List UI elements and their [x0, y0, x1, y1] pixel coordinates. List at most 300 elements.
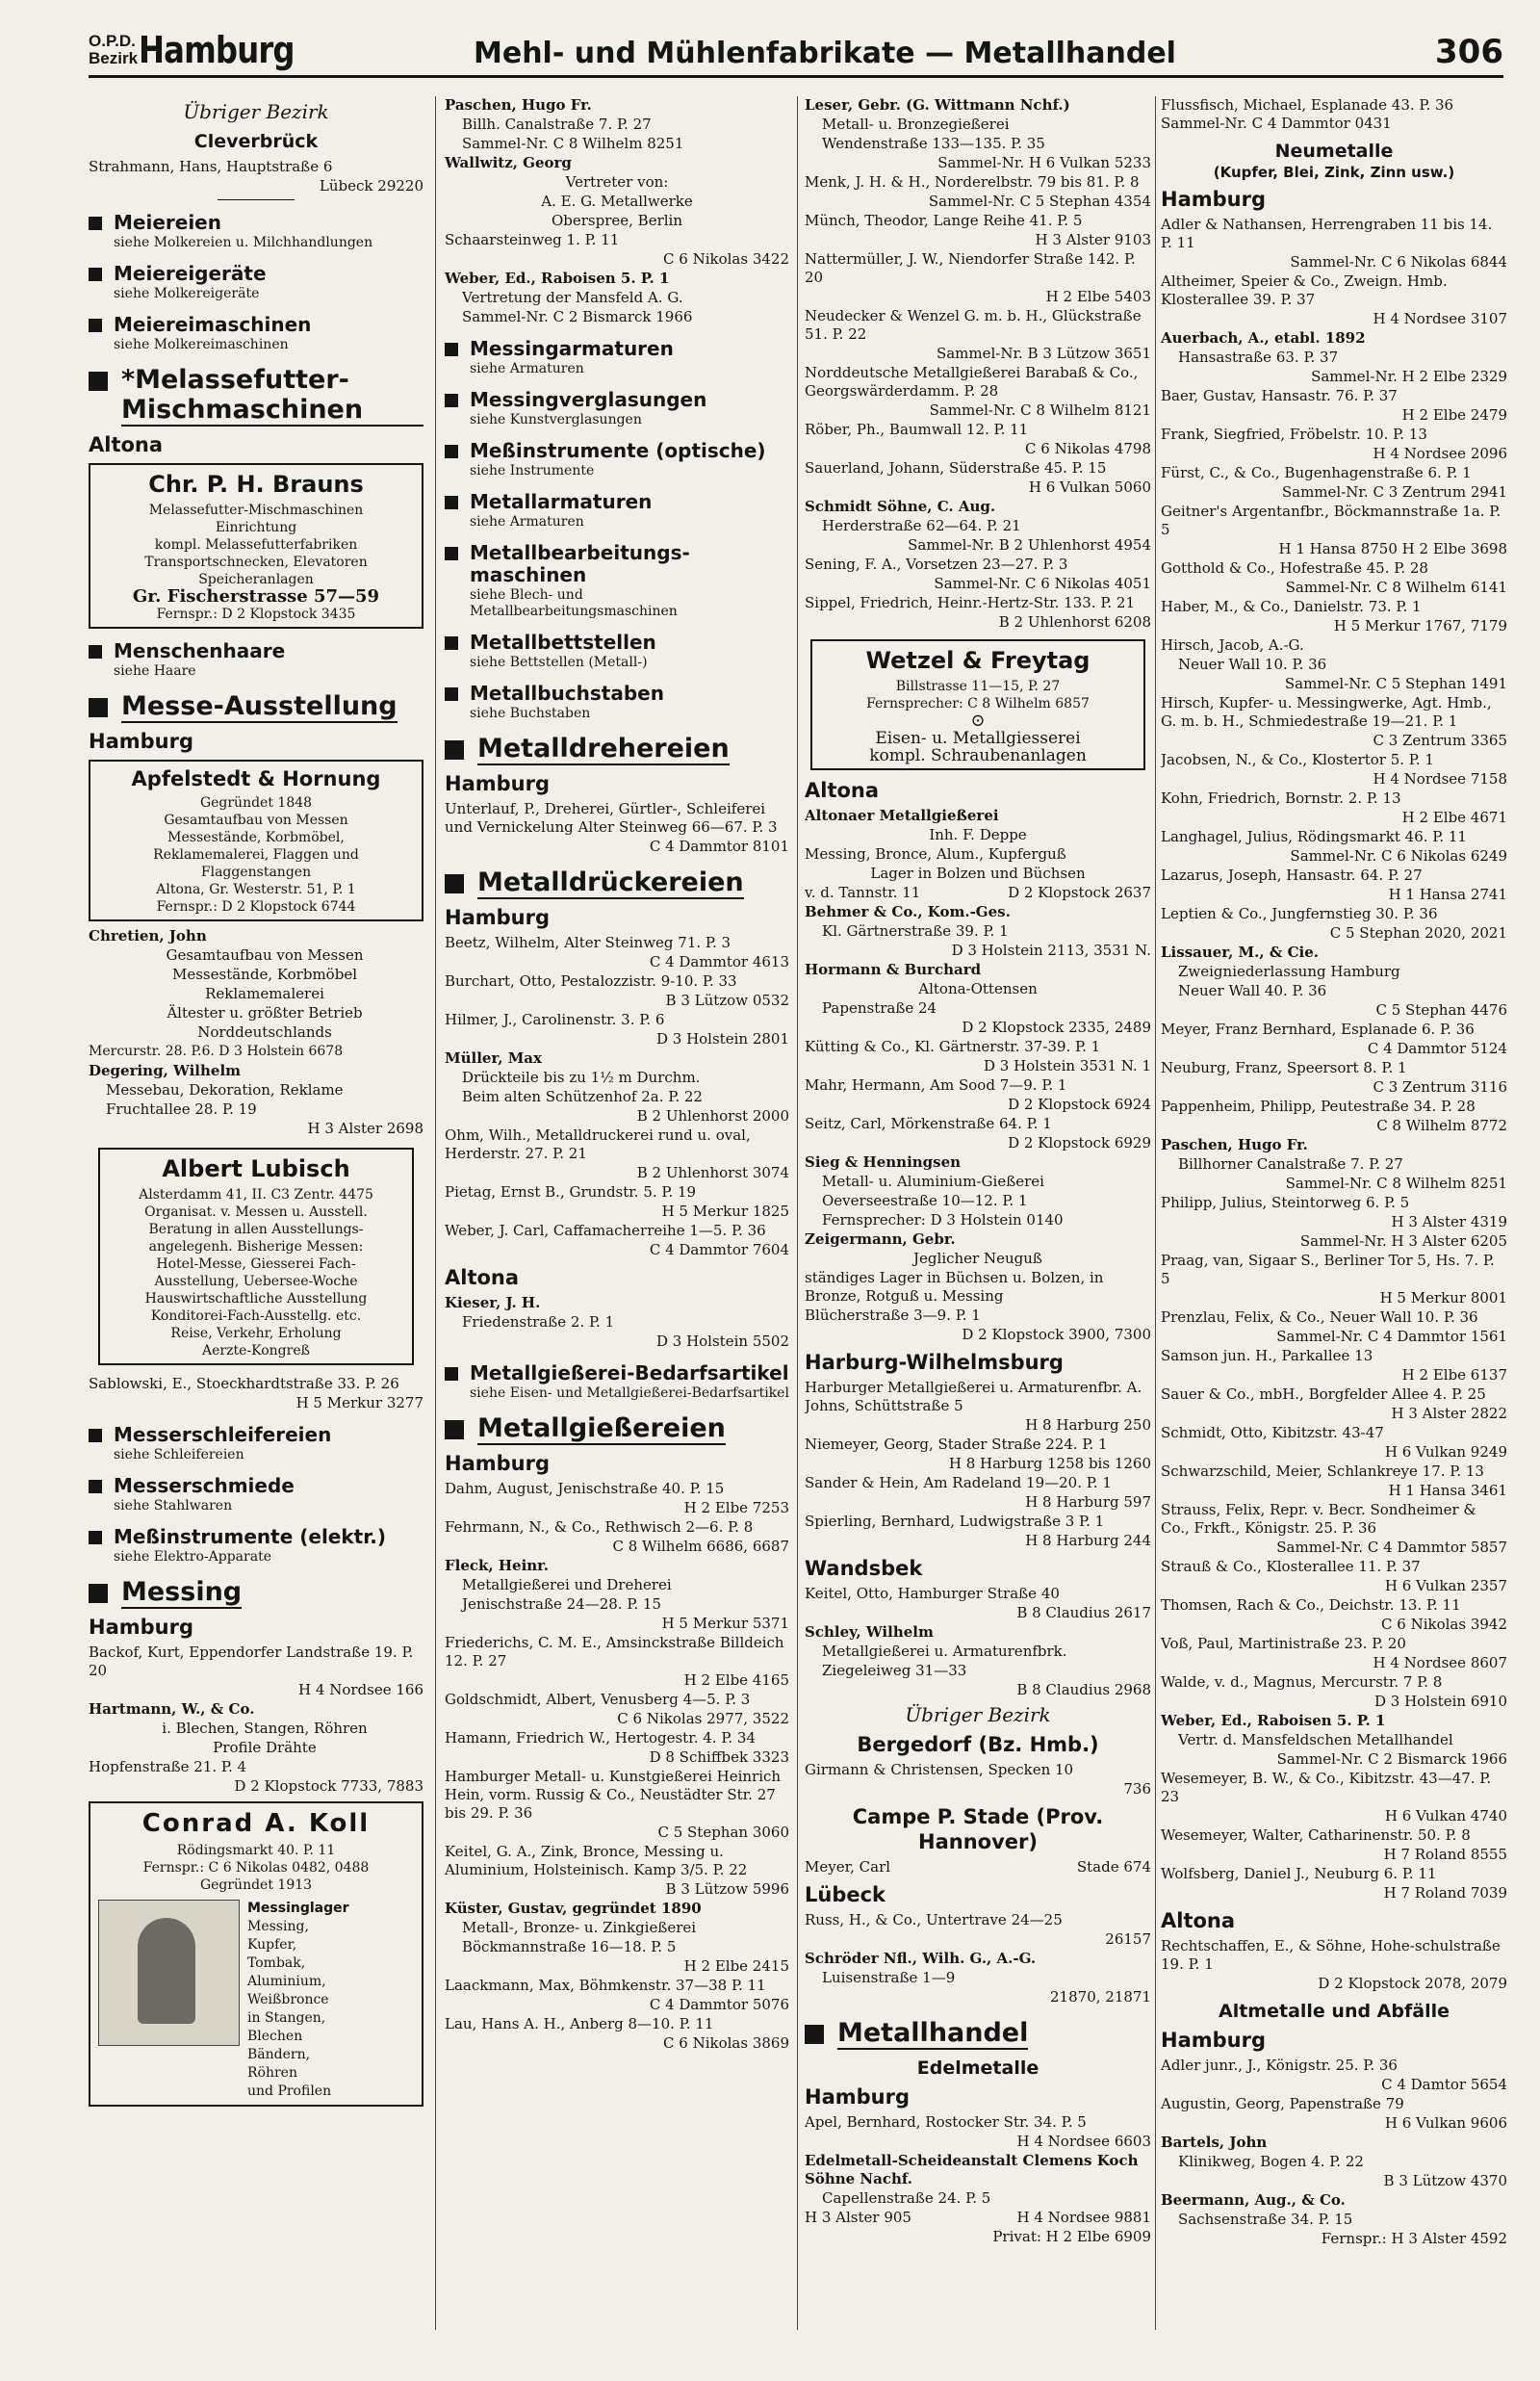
entry-line: Metallgießerei und Dreherei	[462, 1576, 672, 1593]
entry-line: Beim alten Schützenhof 2a. P. 22	[462, 1088, 703, 1105]
entry-line: Metall- u. Bronzegießerei	[822, 116, 1010, 133]
see-reference: siehe Bettstellen (Metall-)	[470, 655, 648, 670]
entry-line: i. Blechen, Stangen, Röhren	[162, 1720, 368, 1737]
entry-line: Gesamtaufbau von Messen	[166, 946, 364, 964]
category-heading: Messerschleifereien	[89, 1424, 424, 1446]
phone-number: 26157	[1105, 1930, 1151, 1948]
ad-title: Wetzel & Freytag	[865, 647, 1091, 674]
entry-line: Metall-, Bronze- u. Zinkgießerei	[462, 1919, 697, 1936]
phone-number: H 6 Vulkan 9249	[1384, 1443, 1507, 1461]
phone-number: Sammel-Nr. B 2 Uhlenhorst 4954	[908, 536, 1151, 554]
ad-line: angelegenh. Bisherige Messen:	[148, 1239, 364, 1255]
phone-number: H 4 Nordsee 166	[298, 1681, 424, 1698]
directory-entry: Weber, J. Carl, Caffamacherreihe 1—5. P. 36	[445, 1222, 766, 1239]
entry-line: Altona-Ottensen	[918, 980, 1038, 997]
entry-line: H 3 Alster 905 H 4 Nordsee 9881	[805, 2209, 1151, 2226]
phone-number: Sammel-Nr. C 6 Nikolas 6249	[1290, 847, 1507, 865]
page-header	[89, 29, 1503, 78]
directory-entry: Geitner's Argentanfbr., Böckmannstraße 1a. P. 5	[1161, 503, 1502, 538]
subcategory-heading: Altmetalle und Abfälle	[1219, 2001, 1450, 2022]
ad-line: Melassefutter-Mischmaschinen	[148, 503, 364, 518]
phone-number: Sammel-Nr. B 3 Lützow 3651	[936, 345, 1151, 362]
entry-line: Sachsenstraße 34. P. 15	[1178, 2211, 1353, 2228]
category-heading: Metallarmaturen	[445, 491, 789, 513]
phone-number: H 2 Elbe 2479	[1401, 406, 1507, 424]
see-reference: siehe Kunstverglasungen	[470, 412, 642, 427]
directory-entry: Hilmer, J., Carolinenstr. 3. P. 6	[445, 1011, 665, 1028]
ad-line: Eisen- u. Metallgiesserei	[875, 729, 1081, 748]
phone-number: C 6 Nikolas 2977, 3522	[617, 1710, 789, 1727]
phone-number: Sammel-Nr. C 6 Nikolas 6844	[1290, 253, 1507, 271]
directory-entry: Frank, Siegfried, Fröbelstr. 10. P. 13	[1161, 426, 1427, 443]
entry-line: A. E. G. Metallwerke	[541, 193, 693, 210]
category-heading: Messing	[89, 1577, 424, 1609]
directory-entry: Paschen, Hugo Fr.	[445, 96, 592, 114]
ad-line: Hauswirtschaftliche Ausstellung	[144, 1291, 368, 1307]
phone-number: B 8 Claudius 2968	[1016, 1681, 1151, 1698]
entry-line: Fruchtallee 28. P. 19	[106, 1100, 257, 1118]
directory-entry: Neuburg, Franz, Speersort 8. P. 1	[1161, 1059, 1407, 1076]
entry-line: Fernsprecher: D 3 Holstein 0140	[822, 1211, 1064, 1229]
phone-number: Lübeck 29220	[319, 177, 424, 194]
see-reference: siehe Armaturen	[470, 514, 584, 530]
phone-number: C 6 Nikolas 3422	[663, 250, 789, 268]
directory-entry: Friederichs, C. M. E., Amsinckstraße Billdeich 12. P. 27	[445, 1634, 784, 1669]
phone-number: C 6 Nikolas 3869	[663, 2034, 789, 2052]
directory-entry: Strauss, Felix, Repr. v. Becr. Sondheimer & Co., Frkft., Königstr. 25. P. 36	[1161, 1501, 1476, 1537]
directory-entry: Fehrmann, N., & Co., Rethwisch 2—6. P. 8	[445, 1518, 754, 1536]
directory-entry: Apel, Bernhard, Rostocker Str. 34. P. 5	[805, 2113, 1087, 2131]
town-heading: Lübeck	[805, 1883, 886, 1906]
phone-number: H 4 Nordsee 2096	[1373, 445, 1507, 462]
category-heading: Meßinstrumente (optische)	[445, 440, 789, 462]
directory-entry: Mahr, Hermann, Am Sood 7—9. P. 1	[805, 1076, 1067, 1094]
phone-number: H 8 Harburg 1258 bis 1260	[948, 1455, 1151, 1472]
directory-entry: Zeigermann, Gebr.	[805, 1230, 956, 1248]
directory-entry: Weber, Ed., Raboisen 5. P. 1	[445, 270, 670, 287]
phone-number: H 3 Alster 2698	[307, 1120, 424, 1137]
see-reference: siehe Haare	[114, 663, 196, 679]
ad-line: Reklamemalerei, Flaggen und	[153, 847, 359, 863]
directory-entry: Jacobsen, N., & Co., Klostertor 5. P. 1	[1161, 751, 1434, 768]
ad-line: Messinglager	[247, 1901, 349, 1916]
phone-number: B 2 Uhlenhorst 2000	[636, 1107, 789, 1125]
ad-product-list	[247, 1900, 349, 2101]
town-heading: Altona	[445, 1266, 520, 1289]
directory-entry: Burchart, Otto, Pestalozzistr. 9-10. P. 33	[445, 972, 737, 990]
entry-line: Vertreter von:	[565, 173, 669, 191]
ad-title: Albert Lubisch	[162, 1155, 350, 1182]
directory-entry: Nattermüller, J. W., Niendorfer Straße 142. P. 20	[805, 250, 1136, 286]
category-heading: Metallhandel	[805, 2018, 1151, 2050]
directory-entry: Spierling, Bernhard, Ludwigstraße 3 P. 1	[805, 1513, 1105, 1530]
phone-number: H 5 Merkur 1825	[661, 1203, 789, 1220]
category-heading: Meßinstrumente (elektr.)	[89, 1526, 424, 1548]
phone-number: H 1 Hansa 8750 H 2 Elbe 3698	[1278, 540, 1507, 557]
town-heading: Campe P. Stade (Prov. Hannover)	[852, 1805, 1104, 1853]
phone-number: C 4 Dammtor 7604	[649, 1241, 789, 1258]
ad-line: Tombak,	[247, 1955, 306, 1971]
column-rule	[435, 96, 436, 2330]
phone-number: H 5 Merkur 8001	[1379, 1289, 1507, 1307]
directory-entry: Pappenheim, Philipp, Peutestraße 34. P. 28	[1161, 1098, 1476, 1115]
see-reference: siehe Armaturen	[470, 361, 584, 376]
town-heading: Hamburg	[445, 1452, 550, 1475]
directory-entry: Degering, Wilhelm	[89, 1062, 242, 1079]
phone-number: H 7 Roland 8555	[1383, 1846, 1507, 1863]
directory-entry: Sieg & Henningsen	[805, 1153, 962, 1171]
entry-line: Billhorner Canalstraße 7. P. 27	[1178, 1155, 1403, 1173]
directory-entry: Augustin, Georg, Papenstraße 79	[1161, 2095, 1404, 2112]
phone-number: H 5 Merkur 3277	[295, 1394, 424, 1411]
entry-line: Zweigniederlassung Hamburg	[1178, 963, 1400, 980]
phone-number: H 4 Nordsee 8607	[1373, 1654, 1507, 1671]
phone-number: C 8 Wilhelm 6686, 6687	[612, 1538, 789, 1555]
directory-entry: Russ, H., & Co., Untertrave 24—25	[805, 1911, 1063, 1928]
directory-entry: Beetz, Wilhelm, Alter Steinweg 71. P. 3	[445, 934, 732, 951]
directory-entry: Schmidt Söhne, C. Aug.	[805, 498, 996, 515]
category-heading: Metallgießerei-Bedarfsartikel	[445, 1362, 789, 1385]
entry-line: Oeverseestraße 10—12. P. 1	[822, 1192, 1028, 1209]
directory-entry: Rechtschaffen, E., & Söhne, Hohe-schulstraße 19. P. 1	[1161, 1937, 1501, 1973]
phone-number: Sammel-Nr. C 8 Wilhelm 6141	[1285, 579, 1507, 596]
phone-number: H 4 Nordsee 6603	[1016, 2133, 1151, 2150]
divider	[218, 199, 295, 200]
directory-entry: Kütting & Co., Kl. Gärtnerstr. 37-39. P. 1	[805, 1038, 1101, 1055]
directory-entry: Schley, Wilhelm	[805, 1623, 934, 1641]
category-heading: Metallgießereien	[445, 1413, 789, 1445]
entry-line: Blücherstraße 3—9. P. 1	[805, 1307, 981, 1324]
ad-line: Ausstellung, Uebersee-Woche	[154, 1274, 358, 1289]
advertisement-box	[98, 1148, 414, 1365]
directory-entry: Schwarzschild, Meier, Schlankreye 17. P. 13	[1161, 1462, 1484, 1480]
phone-number: Sammel-Nr. C 8 Wilhelm 8251	[1285, 1175, 1507, 1192]
category-heading: Menschenhaare	[89, 640, 424, 662]
directory-entry: Röber, Ph., Baumwall 12. P. 11	[805, 421, 1029, 438]
ad-body	[98, 1900, 414, 2101]
phone-number: Sammel-Nr. H 6 Vulkan 5233	[937, 154, 1151, 171]
phone-number: B 2 Uhlenhorst 3074	[636, 1164, 789, 1181]
ad-line: Alsterdamm 41, II. C3 Zentr. 4475	[139, 1187, 373, 1203]
phone-number: H 8 Harburg 597	[1025, 1493, 1151, 1511]
entry-line: Sammel-Nr. C 8 Wilhelm 8251	[462, 135, 684, 152]
ad-line: kompl. Melassefutterfabriken	[154, 537, 358, 553]
phone-number: H 6 Vulkan 5060	[1028, 479, 1151, 496]
phone-number: Sammel-Nr. C 6 Nikolas 4051	[934, 575, 1151, 592]
region-heading: Übriger Bezirk	[905, 1703, 1051, 1726]
phone-number: B 8 Claudius 2617	[1016, 1604, 1151, 1621]
entry-line: Metall- u. Aluminium-Gießerei	[822, 1173, 1044, 1190]
entry-line: Billh. Canalstraße 7. P. 27	[462, 116, 652, 133]
city-title: Hamburg	[139, 29, 295, 71]
directory-entry: Sauer & Co., mbH., Borgfelder Allee 4. P. 25	[1161, 1385, 1486, 1403]
ad-line: Hotel-Messe, Giesserei Fach-	[156, 1256, 356, 1272]
directory-entry: Hirsch, Kupfer- u. Messingwerke, Agt. Hmb., G. m. b. H., Schmiedestraße 19—21. P. 1	[1161, 694, 1492, 730]
entry-line: Lager in Bolzen und Büchsen	[870, 865, 1086, 882]
town-heading: Altona	[1161, 1909, 1236, 1932]
directory-entry: Müller, Max	[445, 1049, 542, 1067]
directory-entry: Sening, F. A., Vorsetzen 23—27. P. 3	[805, 556, 1068, 573]
phone-number: H 5 Merkur 1767, 7179	[1333, 617, 1507, 634]
entry-line: Schaarsteinweg 1. P. 11	[445, 231, 620, 248]
category-heading: Metallbettstellen	[445, 632, 789, 654]
directory-entry: Pietag, Ernst B., Grundstr. 5. P. 19	[445, 1183, 697, 1201]
town-heading: Hamburg	[1161, 2029, 1266, 2052]
entry-line: Papenstraße 24	[822, 999, 937, 1017]
entry-line: Herderstraße 62—64. P. 21	[822, 517, 1021, 534]
phone-number: H 2 Elbe 7253	[683, 1499, 789, 1516]
phone-number: Fernspr.: H 3 Alster 4592	[1321, 2230, 1507, 2247]
ad-line: Gesamtaufbau von Messen	[164, 813, 348, 828]
entry-line: Messestände, Korbmöbel	[172, 966, 357, 983]
directory-entry: Altheimer, Speier & Co., Zweign. Hmb. Klosterallee 39. P. 37	[1161, 272, 1448, 308]
phone-number: Sammel-Nr. C 5 Stephan 4354	[928, 193, 1151, 210]
phone-number: H 2 Elbe 4165	[683, 1671, 789, 1689]
ad-line: Gegründet 1913	[199, 1877, 313, 1893]
ad-line: Speicheranlagen	[198, 572, 314, 587]
category-heading: Messingarmaturen	[445, 338, 789, 360]
district-label: O.P.D. Bezirk	[89, 32, 139, 67]
phone-number: H 3 Alster 2822	[1391, 1405, 1507, 1422]
entry-line: Capellenstraße 24. P. 5	[822, 2189, 991, 2207]
see-reference: siehe Instrumente	[470, 463, 595, 479]
category-heading: Messe-Ausstellung	[89, 691, 424, 723]
phone-number: H 5 Merkur 5371	[661, 1615, 789, 1632]
ad-illustration	[98, 1900, 240, 2046]
entry-line: ständiges Lager in Büchsen u. Bolzen, in Bronze, Rotguß u. Messing	[805, 1269, 1104, 1305]
advertisement-box	[89, 463, 424, 629]
subcategory-heading: Edelmetalle	[916, 2057, 1040, 2079]
ad-line: Gegründet 1848	[199, 795, 313, 811]
directory-entry: Strahmann, Hans, Hauptstraße 6	[89, 158, 333, 175]
entry-line: Ziegeleiweg 31—33	[822, 1662, 967, 1679]
ad-line: Aerzte-Kongreß	[202, 1343, 310, 1359]
phone-number: H 3 Alster 9103	[1035, 231, 1151, 248]
town-heading: Hamburg	[805, 2085, 910, 2109]
ad-title: Chr. P. H. Brauns	[148, 471, 364, 498]
phone-number: D 2 Klopstock 7733, 7883	[234, 1777, 424, 1795]
ad-line: Fernspr.: C 6 Nikolas 0482, 0488	[142, 1860, 370, 1876]
directory-entry: Hamann, Friedrich W., Hertogestr. 4. P. 34	[445, 1729, 757, 1747]
entry-line: Friedenstraße 2. P. 1	[462, 1313, 615, 1331]
subcategory-subtitle: (Kupfer, Blei, Zink, Zinn usw.)	[1213, 164, 1455, 181]
phone-number: C 4 Dammtor 5124	[1367, 1040, 1507, 1057]
ad-line: Reise, Verkehr, Erholung	[170, 1326, 342, 1341]
phone-number: B 3 Lützow 0532	[665, 992, 789, 1009]
phone-number: D 2 Klopstock 3900, 7300	[962, 1326, 1151, 1343]
phone-number: Sammel-Nr. C 8 Wilhelm 8121	[929, 401, 1151, 419]
phone-number: C 3 Zentrum 3116	[1373, 1078, 1507, 1096]
directory-entry: Adler junr., J., Königstr. 25. P. 36	[1161, 2057, 1398, 2074]
ad-line: Fernspr.: D 2 Klopstock 6744	[156, 899, 356, 915]
entry-line: Metallgießerei u. Armaturenfbrk.	[822, 1643, 1067, 1660]
directory-entry: Flussfisch, Michael, Esplanade 43. P. 36 Sammel-Nr. C 4 Dammtor 0431	[1161, 96, 1454, 132]
ad-line: Konditorei-Fach-Ausstellg. etc.	[150, 1308, 362, 1324]
phone-number: C 4 Dammtor 8101	[649, 838, 789, 855]
see-reference: siehe Molkereimaschinen	[114, 337, 289, 352]
phone-number: Privat: H 2 Elbe 6909	[992, 2228, 1151, 2245]
phone-number: Sammel-Nr. C 4 Dammtor 5857	[1276, 1539, 1507, 1556]
phone-number: Sammel-Nr. C 5 Stephan 1491	[1284, 675, 1507, 692]
phone-number: C 5 Stephan 4476	[1375, 1001, 1507, 1019]
category-heading: Messingverglasungen	[445, 389, 789, 411]
directory-entry: Langhagel, Julius, Rödingsmarkt 46. P. 11	[1161, 828, 1467, 845]
phone-number: C 4 Damtor 5654	[1381, 2076, 1507, 2093]
phone-number: H 6 Vulkan 2357	[1384, 1577, 1507, 1594]
column-rule	[1155, 96, 1156, 2330]
entry-line: Inh. F. Deppe	[929, 826, 1027, 843]
town-heading: Altona	[805, 779, 880, 802]
phone-number: H 7 Roland 7039	[1383, 1884, 1507, 1902]
column-4	[1161, 96, 1507, 2340]
phone-number: H 4 Nordsee 7158	[1373, 770, 1507, 788]
directory-entry: Meyer, Carl Stade 674	[805, 1858, 1151, 1876]
directory-entry: Auerbach, A., etabl. 1892	[1161, 329, 1366, 347]
entry-line: Messebau, Dekoration, Reklame	[106, 1081, 344, 1099]
directory-entry: Baer, Gustav, Hansastr. 76. P. 37	[1161, 387, 1398, 404]
phone-number: 21870, 21871	[1050, 1988, 1151, 2006]
entry-line: Luisenstraße 1—9	[822, 1969, 956, 1986]
entry-line: Drückteile bis zu 1½ m Durchm.	[462, 1069, 701, 1086]
directory-entry: Paschen, Hugo Fr.	[1161, 1136, 1308, 1153]
directory-entry: Norddeutsche Metallgießerei Barabaß & Co., Georgswärderdamm. P. 28	[805, 364, 1139, 400]
phone-number: D 2 Klopstock 6929	[1008, 1134, 1151, 1152]
directory-entry: Sauerland, Johann, Süderstraße 45. P. 15	[805, 459, 1107, 477]
see-reference: siehe Blech- und Metallbearbeitungsmaschinen	[470, 587, 678, 619]
directory-entry: Adler & Nathansen, Herrengraben 11 bis 14. P. 11	[1161, 216, 1493, 251]
phone-number: H 2 Elbe 4671	[1401, 809, 1507, 826]
phone-number: C 4 Dammtor 4613	[649, 953, 789, 971]
entry-line: Böckmannstraße 16—18. P. 5	[462, 1938, 677, 1955]
town-heading: Hamburg	[1161, 188, 1266, 211]
directory-entry: Leptien & Co., Jungfernstieg 30. P. 36	[1161, 905, 1438, 922]
entry-line: Profile Drähte	[213, 1739, 317, 1756]
category-heading: Meiereigeräte	[89, 263, 424, 285]
town-heading: Hamburg	[445, 906, 550, 929]
phone-number: C 8 Wilhelm 8772	[1376, 1117, 1507, 1134]
phone-number: Sammel-Nr. C 2 Bismarck 1966	[1276, 1750, 1507, 1768]
town-heading: Harburg-Wilhelmsburg	[805, 1351, 1064, 1374]
directory-entry: Niemeyer, Georg, Stader Straße 224. P. 1	[805, 1436, 1108, 1453]
entry-line: Reklamemalerei	[205, 985, 324, 1002]
section-title: Mehl- und Mühlenfabrikate — Metallhandel	[474, 37, 1176, 70]
entry-line: Norddeutschlands	[197, 1023, 332, 1041]
phone-number: H 1 Hansa 3461	[1388, 1482, 1507, 1499]
ad-line: Organisat. v. Messen u. Ausstell.	[144, 1204, 368, 1220]
directory-entry: Keitel, Otto, Hamburger Straße 40	[805, 1585, 1060, 1602]
phone-number: Sammel-Nr. C 3 Zentrum 2941	[1281, 483, 1507, 501]
directory-entry: Lissauer, M., & Cie.	[1161, 944, 1319, 961]
see-reference: siehe Eisen- und Metallgießerei-Bedarfsartikel	[470, 1385, 789, 1401]
directory-entry: Lazarus, Joseph, Hansastr. 64. P. 27	[1161, 867, 1423, 884]
town-heading: Hamburg	[89, 730, 193, 753]
phone-number: B 2 Uhlenhorst 6208	[998, 613, 1151, 631]
directory-entry: Seitz, Carl, Mörkenstraße 64. P. 1	[805, 1115, 1052, 1132]
phone-number: 736	[1123, 1780, 1151, 1798]
directory-entry: Hamburger Metall- u. Kunstgießerei Heinrich Hein, vorm. Russig & Co., Neustädter Str. 27 bis 29. P. 36	[445, 1768, 782, 1822]
directory-entry: Gotthold & Co., Hofestraße 45. P. 28	[1161, 559, 1428, 577]
ad-line: und Profilen	[247, 2083, 332, 2099]
category-heading: Metalldrückereien	[445, 867, 789, 899]
directory-entry: Sander & Hein, Am Radeland 19—20. P. 1	[805, 1474, 1112, 1491]
phone-number: D 3 Holstein 5502	[655, 1333, 789, 1350]
directory-entry: Sippel, Friedrich, Heinr.-Hertz-Str. 133. P. 21	[805, 594, 1136, 611]
directory-entry: Samson jun. H., Parkallee 13	[1161, 1347, 1373, 1364]
entry-line: Klinikweg, Bogen 4. P. 22	[1178, 2153, 1364, 2170]
directory-entry: Fürst, C., & Co., Bugenhagenstraße 6. P. 1	[1161, 464, 1472, 481]
directory-entry: Meyer, Franz Bernhard, Esplanade 6. P. 36	[1161, 1021, 1475, 1038]
category-heading: Metallbuchstaben	[445, 683, 789, 705]
directory-entry: Goldschmidt, Albert, Venusberg 4—5. P. 3	[445, 1691, 751, 1708]
category-heading: Metallbearbeitungs-maschinen	[445, 542, 789, 586]
ad-line: ⊙	[970, 711, 986, 731]
see-reference: siehe Buchstaben	[470, 706, 591, 721]
category-heading: Messerschmiede	[89, 1475, 424, 1497]
column-rule	[797, 96, 798, 2330]
phone-number: D 3 Holstein 6910	[1373, 1693, 1507, 1710]
ad-line: Messestände, Korbmöbel,	[167, 830, 345, 845]
ad-line: Einrichtung	[215, 520, 297, 535]
phone-number: H 6 Vulkan 4740	[1384, 1807, 1507, 1825]
ad-line: Flaggenstangen	[200, 865, 312, 880]
phone-number: D 2 Klopstock 2335, 2489	[962, 1019, 1151, 1036]
entry-line: Hopfenstraße 21. P. 4	[89, 1758, 247, 1775]
directory-entry: Bartels, John	[1161, 2134, 1268, 2151]
town-heading: Altona	[89, 433, 164, 456]
phone-number: C 4 Dammtor 5076	[649, 1996, 789, 2013]
see-reference: siehe Schleifereien	[114, 1447, 244, 1462]
directory-entry: Wesemeyer, Walter, Catharinenstr. 50. P. 8	[1161, 1826, 1471, 1844]
ad-line: Gr. Fischerstrasse 57—59	[132, 586, 380, 607]
ad-line: Blechen	[247, 2029, 303, 2044]
directory-entry: Lau, Hans A. H., Anberg 8—10. P. 11	[445, 2015, 714, 2032]
directory-entry: Laackmann, Max, Böhmkenstr. 37—38 P. 11	[445, 1977, 766, 1994]
town-heading: Wandsbek	[805, 1557, 923, 1580]
entry-line: v. d. Tannstr. 11 D 2 Klopstock 2637	[805, 884, 1151, 901]
region-heading: Übriger Bezirk	[183, 100, 329, 123]
directory-entry: Ohm, Wilh., Metalldruckerei rund u. oval, Herderstr. 27. P. 21	[445, 1126, 751, 1162]
phone-number: D 3 Holstein 2113, 3531 N.	[951, 942, 1151, 959]
ad-line: kompl. Schraubenanlagen	[869, 746, 1087, 765]
entry-line: Wendenstraße 133—135. P. 35	[822, 135, 1045, 152]
ad-line: Fernspr.: D 2 Klopstock 3435	[156, 607, 356, 622]
phone-number: B 3 Lützow 5996	[665, 1880, 789, 1898]
town-heading: Hamburg	[89, 1616, 193, 1639]
directory-entry: Wesemeyer, B. W., & Co., Kibitzstr. 43—47. P. 23	[1161, 1770, 1492, 1805]
entry-line: Vertr. d. Mansfeldschen Metallhandel	[1178, 1731, 1453, 1748]
see-reference: siehe Stahlwaren	[114, 1498, 233, 1514]
ad-line: Kupfer,	[247, 1937, 297, 1953]
directory-entry: Küster, Gustav, gegründet 1890	[445, 1900, 702, 1917]
directory-entry: Prenzlau, Felix, & Co., Neuer Wall 10. P. 36	[1161, 1308, 1478, 1326]
entry-line: Kl. Gärtnerstraße 39. P. 1	[822, 922, 1009, 940]
directory-entry: Hirsch, Jacob, A.-G.	[1161, 636, 1304, 654]
ad-line: Transportschnecken, Elevatoren	[144, 555, 368, 570]
directory-entry: Philipp, Julius, Steintorweg 6. P. 5	[1161, 1194, 1410, 1211]
ad-title: Conrad A. Koll	[141, 1809, 371, 1838]
directory-entry: Schröder Nfl., Wilh. G., A.-G.	[805, 1950, 1037, 1967]
directory-entry: Hartmann, W., & Co.	[89, 1700, 255, 1718]
directory-entry: Strauß & Co., Klosterallee 11. P. 37	[1161, 1558, 1421, 1575]
directory-entry: Beermann, Aug., & Co.	[1161, 2191, 1346, 2209]
entry-line: Neuer Wall 40. P. 36	[1178, 982, 1327, 999]
directory-entry: Edelmetall-Scheideanstalt Clemens Koch Söhne Nachf.	[805, 2152, 1139, 2187]
directory-entry: Chretien, John	[89, 927, 207, 945]
ad-title: Apfelstedt & Hornung	[131, 767, 381, 790]
phone-number: H 2 Elbe 5403	[1045, 288, 1151, 305]
ad-line: in Stangen,	[247, 2010, 326, 2026]
phone-number: H 4 Nordsee 3107	[1373, 310, 1507, 327]
